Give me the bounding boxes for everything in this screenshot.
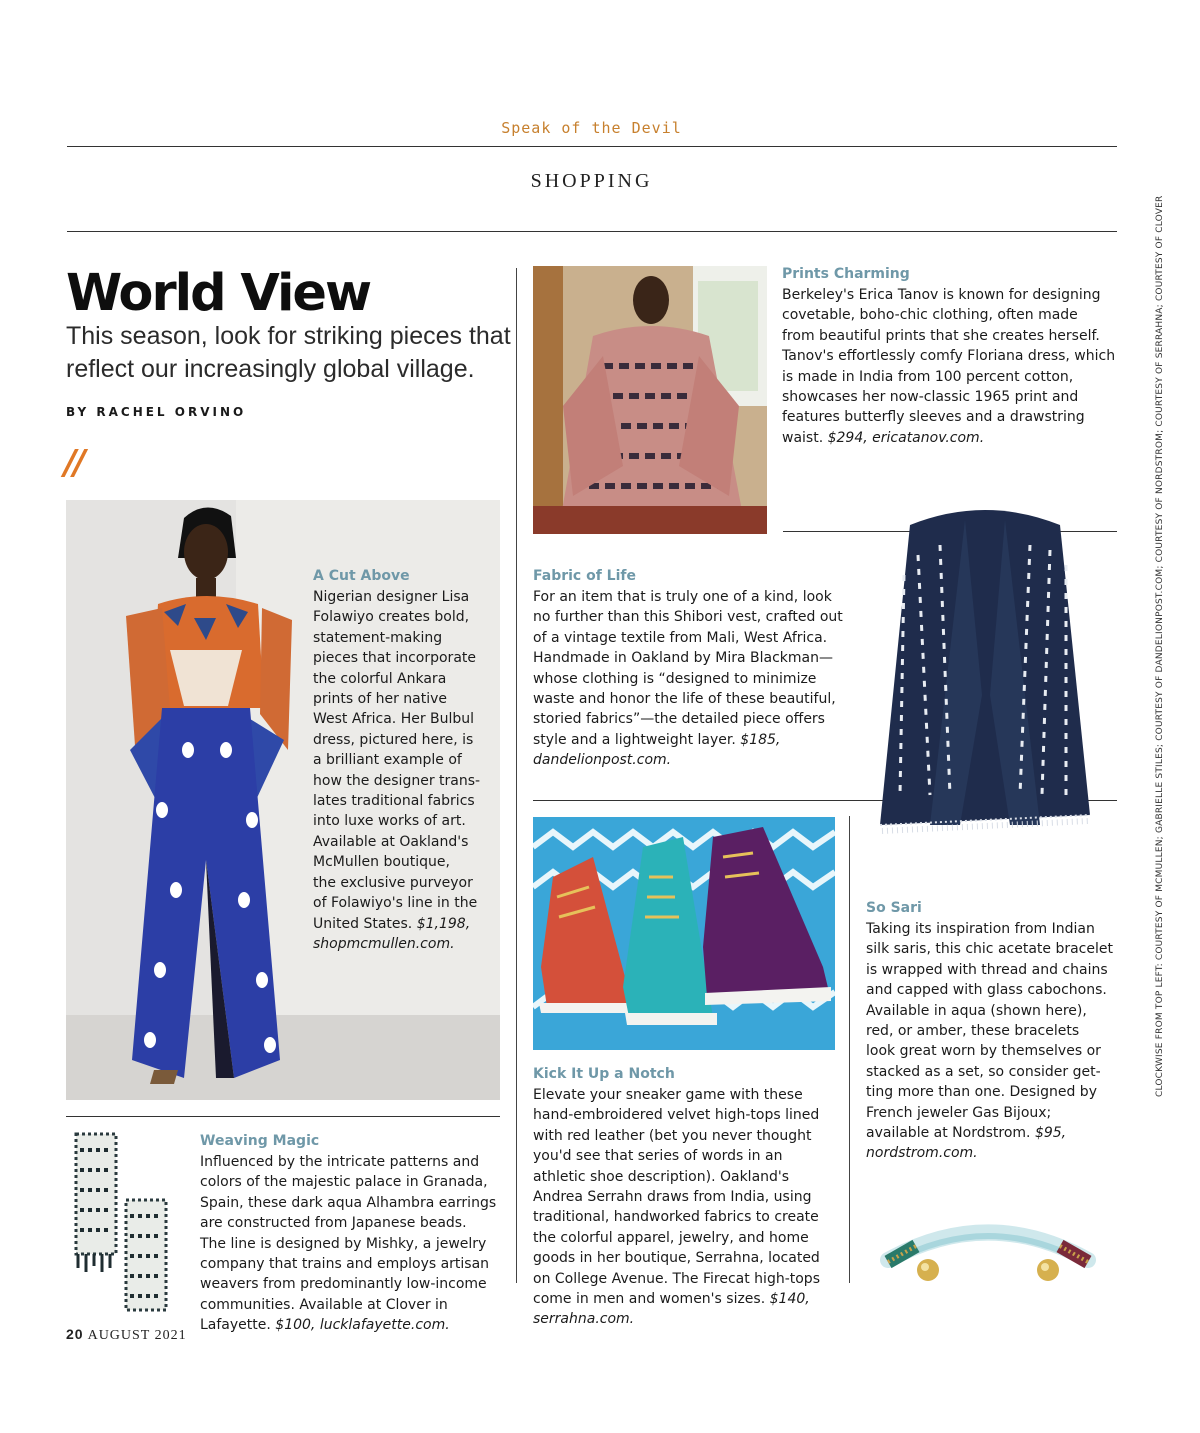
page-folio (66, 1326, 187, 1344)
item-heading: Weaving Magic (200, 1133, 320, 1149)
vest-illustration (870, 495, 1100, 865)
item-body-tail: style and a lightweight layer. (533, 731, 741, 748)
page-number: 20 (66, 1326, 84, 1342)
section-kicker: Speak of the Devil (501, 119, 682, 137)
item-body: Influenced by the intricate patterns and colors of the majestic palace in Granada, Spain, these dark aqua Alhambra earrings are constructed from Japanese beads. The line is designed by Mishky, a jewelry company that trains and employs artisan weavers from predominantly low-income communities. Available at Clover in Lafayette. $100, lucklafayette.com. (200, 1154, 497, 1334)
item-heading: Kick It Up a Notch (533, 1066, 675, 1082)
item-price: $140, (769, 1291, 810, 1308)
column-rule-center (516, 268, 517, 1283)
photo-shibori-vest (870, 495, 1100, 865)
item-price: $95, (1034, 1125, 1067, 1142)
item-heading: So Sari (866, 900, 922, 916)
section-mark: // (64, 443, 83, 483)
item-body-tail: Lafayette. (200, 1317, 276, 1334)
item-fabric-of-life (533, 566, 863, 771)
item-url[interactable]: serrahna.com. (533, 1311, 635, 1328)
item-body: Berkeley's Erica Tanov is known for designing covetable, boho-chic clothing, often made from beautiful prints that she creates herself. Tanov's effortlessly comfy Floriana dress, which is made in India from 100 percent cotton, showcases her now-classic 1965 print and features butterfly sleeves and a drawstring waist. $294, ericatanov.com. (782, 287, 1116, 446)
item-body-tail: come in men and women's sizes. (533, 1291, 770, 1308)
issue-date: AUGUST 2021 (87, 1328, 187, 1343)
item-body: Elevate your sneaker game with these hand-embroidered velvet high-tops lined with red leather (bet you never thought you'd see that series of words in an athletic shoe description). Oakland's Andrea Serrahn draws from India, using traditional, handworked fabrics to create the colorful apparel, jewelry, and home goods in her boutique, Serrahna, located on College Avenue. The Firecat high-tops come in men and women's sizes. $140, serrahna.com. (533, 1087, 820, 1328)
bracelet-illustration (868, 1200, 1108, 1300)
item-a-cut-above (313, 566, 493, 954)
item-body-tail: United States. (313, 915, 417, 932)
item-url[interactable]: nordstrom.com. (866, 1145, 978, 1162)
item-so-sari (866, 898, 1126, 1164)
item-price: $1,198, (416, 915, 471, 932)
item-heading: Fabric of Life (533, 568, 636, 584)
section-title: SHOPPING (530, 170, 653, 192)
photo-firecat-sneakers (533, 817, 835, 1050)
item-url[interactable]: dandelionpost.com. (533, 752, 672, 769)
article-dek: This season, look for striking pieces that reflect our increasingly global village. (66, 322, 511, 383)
earrings-illustration (70, 1130, 190, 1322)
photo-sari-bracelet (868, 1200, 1108, 1300)
item-kick-it-up (533, 1064, 843, 1330)
item-body-tail: waist. (782, 429, 828, 446)
item-url[interactable]: ericatanov.com. (872, 429, 985, 446)
item-body: Taking its inspiration from Indian silk saris, this chic acetate bracelet is wrapped with thread and chains and capped with glass cabochons. Available in aqua (shown here), red, or amber, these bracelets look great worn by themselves or stacked as a set, so consider get- ting more than one. Designed by French jeweler Gas Bijoux; available at Nordstrom. $95, nordstrom.com. (866, 921, 1113, 1162)
rule-weaving (66, 1116, 500, 1117)
photo-floriana-dress (533, 266, 767, 534)
item-prints-charming (782, 264, 1122, 448)
item-heading: A Cut Above (313, 568, 410, 584)
item-body: Nigerian designer Lisa Folawiyo creates bold, statement-making pieces that incorporate the colorful Ankara prints of her native West Africa. Her Bulbul dress, pictured here, is a brilliant example of how the designer trans- lates traditional fabrics into luxe works of art. Available at Oakland's McMullen boutique, the exclusive purveyor of Folawiyo's line in the United States. $1,198, shopmcmullen.com. (313, 589, 481, 952)
column-rule-right (849, 816, 850, 1283)
photo-alhambra-earrings (70, 1130, 190, 1322)
section-rule (67, 231, 1117, 232)
item-url[interactable]: shopmcmullen.com. (313, 935, 455, 952)
item-weaving-magic (200, 1131, 510, 1336)
item-price: $294, (827, 429, 868, 446)
header-rule (67, 146, 1117, 147)
item-body-tail: available at Nordstrom. (866, 1125, 1035, 1142)
item-heading: Prints Charming (782, 266, 910, 282)
item-price: $100, (275, 1317, 316, 1334)
article-headline: World View (66, 264, 371, 323)
item-body: For an item that is truly one of a kind, look no further than this Shibori vest, crafted out of a vintage textile from Mali, West Africa. Handmade in Oakland by Mira Blackman— whose clothing is “designed to minimize waste and honor the life of these beautiful, storied fabrics”—the detailed piece offers style and a lightweight layer. $185, dandelionpost.com. (533, 589, 843, 769)
article-byline: BY RACHEL ORVINO (66, 405, 247, 419)
item-price: $185, (740, 731, 781, 748)
item-url[interactable]: lucklafayette.com. (319, 1317, 450, 1334)
dress-illustration (533, 266, 767, 534)
sneakers-illustration (533, 817, 835, 1050)
